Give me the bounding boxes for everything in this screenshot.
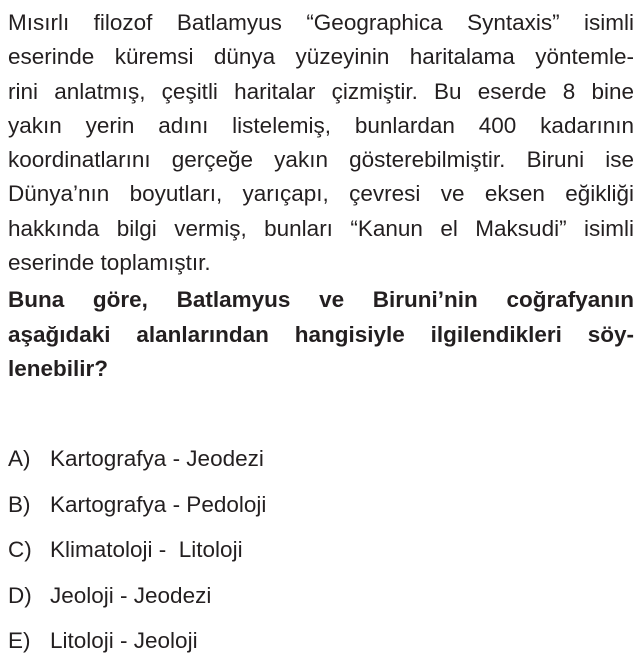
option-text: Klimatoloji - Litoloji — [50, 537, 243, 562]
option-letter: B) — [8, 491, 31, 517]
option-text: Litoloji - Jeoloji — [50, 628, 198, 653]
question-prompt — [8, 283, 634, 386]
question-block — [8, 6, 634, 386]
passage-line: eserinde toplamıştır. — [8, 250, 211, 276]
prompt-line: Buna göre, Batlamyus ve Biruni’nin coğrafyanın — [8, 287, 634, 313]
option-letter: E) — [8, 628, 31, 653]
option-a[interactable] — [8, 444, 266, 490]
option-text: Kartografya - Pedoloji — [50, 491, 267, 517]
passage-line: hakkında bilgi vermiş, bunları “Kanun el Maksudi” isimli — [8, 215, 634, 241]
passage-line: yakın yerin adını listelemiş, bunlardan 400 kadarının — [8, 112, 634, 138]
option-c[interactable] — [8, 535, 266, 581]
answer-options — [8, 444, 266, 672]
prompt-line: aşağıdaki alanlarından hangisiyle ilgilendikleri söy- — [8, 321, 634, 347]
passage-line: Dünya’nın boyutları, yarıçapı, çevresi ve eksen eğikliği — [8, 181, 634, 207]
option-letter: D) — [8, 582, 32, 608]
passage-line: eserinde küremsi dünya yüzeyinin haritalama yöntemle- — [8, 44, 634, 70]
option-text: Kartografya - Jeodezi — [50, 446, 264, 471]
passage-line: koordinatlarını gerçeğe yakın gösterebilmiştir. Biruni ise — [8, 147, 634, 173]
option-text: Jeoloji - Jeodezi — [50, 582, 212, 608]
prompt-line: lenebilir? — [8, 355, 109, 381]
question-passage — [8, 6, 634, 280]
option-letter: C) — [8, 537, 32, 562]
passage-line: rini anlatmış, çeşitli haritalar çizmiştir. Bu eserde 8 bine — [8, 78, 634, 104]
option-e[interactable] — [8, 626, 266, 672]
option-b[interactable] — [8, 490, 266, 536]
option-letter: A) — [8, 446, 31, 471]
option-d[interactable] — [8, 581, 266, 627]
passage-line: Mısırlı filozof Batlamyus “Geographica Syntaxis” isimli — [8, 10, 634, 35]
